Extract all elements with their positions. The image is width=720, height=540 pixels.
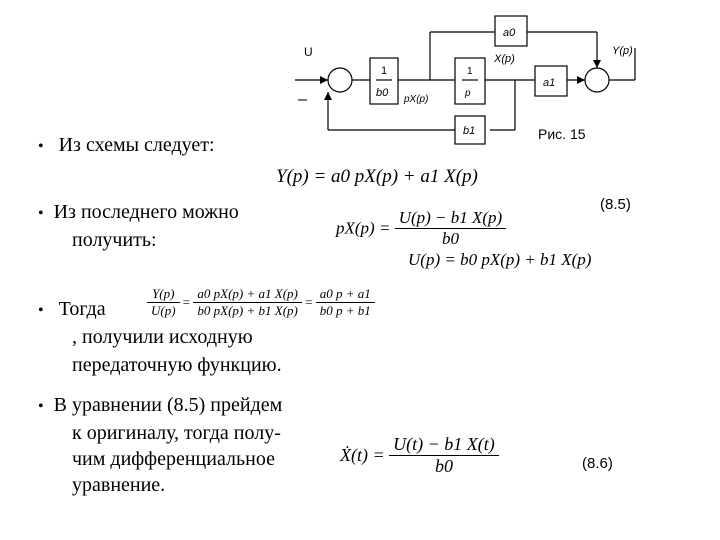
bullet-5-line-3: чим дифференциальное <box>72 448 275 470</box>
bullet-3: • Тогда <box>38 298 106 320</box>
equation-y-of-p: Y(p) = a0 pX(p) + a1 X(p) <box>276 166 478 187</box>
bullet-2-line-2: получить: <box>72 229 157 251</box>
bullet-3-continuation <box>72 324 282 378</box>
label-a1: a1 <box>543 77 556 89</box>
equation-differential-denominator: b0 <box>389 455 499 477</box>
tf-mid <box>193 286 301 319</box>
label-minus: – <box>298 91 307 108</box>
label-b1: b1 <box>463 125 476 137</box>
bullet-1 <box>38 132 215 160</box>
label-b0-bot: b0 <box>376 87 389 99</box>
tf-lhs-den: U(p) <box>147 302 180 319</box>
bullet-2: • Из последнего можно получить: <box>38 201 239 251</box>
bullet-2-line-1: Из последнего можно <box>53 201 239 223</box>
equation-differential-fraction <box>389 434 499 477</box>
equation-u-of-p: U(p) = b0 pX(p) + b1 X(p) <box>408 250 592 269</box>
bullet-5-line-1: В уравнении (8.5) прейдем <box>53 394 283 416</box>
equation-tag-8-6: (8.6) <box>582 455 613 472</box>
summing-junction-1 <box>328 68 352 92</box>
tf-mid-num: a0 pX(p) + a1 X(p) <box>197 286 298 301</box>
equation-pxp <box>336 208 506 249</box>
block-diagram <box>290 0 650 150</box>
tf-rhs-den: b0 p + b1 <box>316 302 375 319</box>
equation-pxp-lhs: pX(p) = <box>336 218 391 238</box>
bullet-4-line-1: , получили исходную <box>72 326 253 348</box>
equation-differential-numerator: U(t) − b1 X(t) <box>393 434 495 454</box>
equation-differential <box>340 434 499 477</box>
equation-differential-lhs: Ẋ(t) = <box>340 445 385 465</box>
equation-transfer-function: $\frac{Y(p)}{U(p)}$ = $\frac{a0 pX(p) + a1 X(p)}{b0 pX(p) + b1 X(p)}$ = $\frac{a0 p + a1}{b0 p + b1}$ <box>147 286 375 319</box>
label-a0: a0 <box>503 27 516 39</box>
equation-pxp-numerator: U(p) − b1 X(p) <box>398 208 503 227</box>
tf-rhs-num: a0 p + a1 <box>319 286 371 301</box>
label-u: U <box>304 45 313 59</box>
label-int-top: 1 <box>467 66 473 77</box>
tf-rhs <box>316 286 375 319</box>
tf-lhs <box>147 286 180 319</box>
label-b0-top: 1 <box>381 65 388 77</box>
bullet-5-line-4: уравнение. <box>72 474 166 496</box>
tf-mid-den: b0 pX(p) + b1 X(p) <box>193 302 301 319</box>
figure-caption: Рис. 15 <box>538 126 586 142</box>
label-pxp: pX(p) <box>404 94 429 105</box>
bullet-4-line-2: передаточную функцию. <box>72 354 282 376</box>
equation-pxp-denominator: b0 <box>395 228 507 249</box>
bullet-3-text: Тогда <box>58 298 106 320</box>
equation-pxp-fraction <box>395 208 507 249</box>
label-xp: X(p) <box>494 53 515 65</box>
label-yp: Y(p) <box>612 45 633 57</box>
label-int-bot: p <box>465 88 471 99</box>
summing-junction-2 <box>585 68 609 92</box>
bullet-dot: • <box>38 138 44 155</box>
tf-lhs-num: Y(p) <box>152 286 175 301</box>
bullet-5-line-2: к оригиналу, тогда полу- <box>72 422 281 444</box>
bullet-1-text: Из схемы следует: <box>58 134 215 156</box>
equation-tag-8-5: (8.5) <box>600 196 631 213</box>
bullet-5: • В уравнении (8.5) прейдем к оригиналу, тогда полу- чим дифференциальное уравнение. <box>38 394 283 496</box>
